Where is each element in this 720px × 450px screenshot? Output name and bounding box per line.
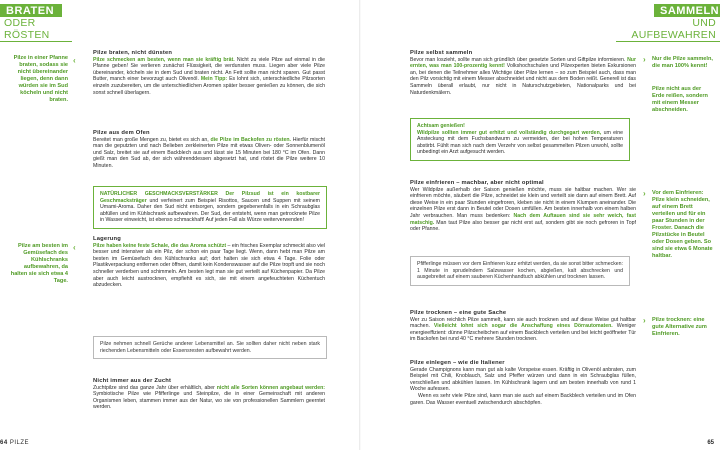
chevron-right-icon: › (643, 55, 646, 64)
paragraph: Wer zu Saison reichlich Pilze sammelt, kann sie auch trocknen und auf diese Weise gut haltbar machen. Vielleicht lohnt sich sogar die Anschaffung eines Dörrautomaten. Weniger energieeffizient: dünne Pilzscheibchen auf einem Backblech verteilen und bei leicht geöffneter Tür im Backofen bei rund 40 °C mehrere Stunden trocknen. (410, 316, 636, 343)
paragraph: Bereitet man große Mengen zu, bietet es sich an, die Pilze im Backofen zu rösten. Hierfür mischt man die geputzten und nach Belieben zerkleinerten Pilze mit etwas Oliven- oder Sonnenblumenöl und Salz, breitet sie auf einem Backblech aus und lässt sie 15 Minuten bei 180 °C im Ofen. Dann gießt man den Sud ab, der sich währenddessen abgesetzt hat, und röstet die Pilze weitere 10 Minuten. (93, 136, 325, 169)
margin-note-lagerung: Pilze am besten im Gemüsefach des Kühlschranks aufbewahren, da halten sie sich etwa 4 Tage. (10, 243, 68, 284)
section-heading: Pilze braten, nicht dünsten (93, 50, 173, 56)
page-number: 65 (707, 440, 714, 446)
section-tab-title: SAMMELN (654, 4, 720, 17)
paragraph: Bevor man loszieht, sollte man sich gründlich über gesetzte Sorten und Giftpilze informieren. Nur ernten, was man 100-prozentig kennt! Volkshochschulen und Pilzexperten bieten Exkursionen an, bei denen die Teilnehmer alles Wichtige über Pilze lernen – so zum Beispiel auch, dass man den Pilz vorsichtig mit einem Messer abschneidet und nicht aus dem Boden reißt. Generell ist das Sammeln überall erlaubt, nur nicht in Naturschutzgebieten, Nationalparks und bei Naturdenkmälern. (410, 56, 636, 96)
footer-label: PILZE (9, 440, 30, 446)
info-box-pfifferlinge: Pfifferlinge müssen vor dem Einfrieren kurz erhitzt werden, da sie sonst bitter schmecken: 1 Minute in sprudelndem Salzwasser kochen, abgießen, kalt abschrecken und ausgebreitet auf einem sauberen Küchenhandtuch abkühlen und trocknen lassen. (410, 256, 630, 286)
section-zucht (93, 378, 325, 411)
section-tab-title: BRATEN (0, 4, 62, 17)
margin-note-trocknen: Pilze trocknen: eine gute Alternative zum Einfrieren. (652, 317, 707, 337)
chevron-left-icon: ‹ (73, 243, 76, 252)
right-page (360, 0, 720, 450)
section-lagerung (93, 236, 325, 289)
section-heading: Pilze aus dem Ofen (93, 130, 150, 136)
paragraph: Gerade Champignons kann man gut als kalte Vorspeise essen. Kräftig in Olivenöl anbraten, zum Beispiel mit Chili, Knoblauch, Salz und Pfeffer würzen und dann in ein Schraubglas füllen, verschließen und abkühlen lassen. Im Kühlschrank lagern und am besten innerhalb von rund 1 Woche aufessen. (410, 366, 636, 393)
margin-note-einfrieren: Vor dem Einfrieren: Pilze klein schneiden, auf einem Brett verteilen und für ein paar Stunden in der Froster. Danach die Pilzstücke in Beutel oder Dosen geben. So sind sie etwa 6 Monate haltbar. (652, 190, 713, 259)
margin-note-abschneiden: Pilze nicht aus der Erde reißen, sondern mit einem Messer abschneiden. (652, 86, 708, 113)
section-tab-subtitle: UND AUFBEWAHREN (616, 17, 720, 42)
paragraph: Pilze haben keine feste Schale, die das Aroma schützt – ein frisches Exemplar schmeckt also viel besser und intensiver als ein Pilz, der schon ein paar Tage liegt. Wenn, dann hebt man Pilze am besten im Gemüsefach des Kühlschranks auf; dort halten sie sich etwa 4 Tage. Folie oder Plastikverpackung entfernen oder öffnen, damit kein Kondenswasser auf die Pilze tropft und sie noch schneller verderben und schimmeln. Am besten legt man sie gut verteilt auf Küchenpapier. Da Pilze aber auch leicht austrocknen, empfiehlt es sich, sie mit einem angefeuchteten Küchentuch abzudecken. (93, 242, 325, 289)
paragraph: Zuchtpilze sind das ganze Jahr über erhältlich, aber nicht alle Sorten können angebaut werden: Symbiotische Pilze wie Pfifferlinge und Steinpilze, die in einer Gemeinschaft mit anderen Organismen leben, stammen immer aus der Natur, wo sie von professionellen Sammlern geerntet werden. (93, 384, 325, 411)
section-trocknen (410, 310, 636, 343)
section-heading: Lagerung (93, 236, 122, 242)
section-ofen (93, 130, 325, 170)
chevron-right-icon: › (643, 189, 646, 198)
page-number: 64 (0, 440, 8, 446)
chevron-left-icon: ‹ (73, 56, 76, 65)
margin-note-braten: Pilze in einer Pfanne braten, sodass sie nicht übereinander liegen, denn dann würden sie im Sud köcheln und nicht braten. (13, 55, 68, 103)
section-heading: Pilze einfrieren – machbar, aber nicht optimal (410, 180, 544, 186)
info-box-gerueche: Pilze nehmen schnell Gerüche anderer Lebensmittel an. Sie sollten daher nicht neben stark riechenden Lebensmitteln oder Essensresten aufbewahrt werden. (93, 336, 327, 359)
info-box-geschmack: NATÜRLICHER GESCHMACKSVERSTÄRKER Der Pilzsud ist ein kostbarer Geschmacksträger und verfeinert zum Beispiel Risottos, Saucen und Suppen mit seinem Umami-Aroma. Daher den Sud nicht entsorgen, sondern gegebenenfalls in ein Schraubglas abfüllen und im Kühlschrank aufbewahren. Der Sud, der entsteht, wenn man getrocknete Pilze in Wasser einweicht, ist ebenso schmackhaft! Auf jeden Fall als Würze weiterverwenden! (93, 186, 327, 229)
info-box-achtsam: Achtsam genießen! Wildpilze sollten immer gut erhitzt und vollständig durchgegart werden, um eine Ansteckung mit dem Fuchsbandwurm zu vermeiden, der bei hohen Temperaturen abstirbt. Fühlt man sich nach dem Verzehr von selbst gesammelten Pilzen unwohl, sollte unbedingt ein Arzt aufgesucht werden. (410, 118, 630, 161)
section-einfrieren (410, 180, 636, 233)
section-einlegen (410, 360, 636, 406)
section-braten (93, 50, 325, 96)
section-heading: Pilze selbst sammeln (410, 50, 473, 56)
section-tab-subtitle: ODER RÖSTEN (0, 17, 72, 42)
margin-note-sammeln: Nur die Pilze sammeln, die man 100% kennt! (652, 56, 713, 69)
section-heading: Pilze einlegen – wie die Italiener (410, 360, 505, 366)
paragraph: Pilze schmecken am besten, wenn man sie kräftig brät. Nicht zu viele Pilze auf einmal in die Pfanne geben! Sie verlieren zunächst Flüssigkeit, die verdunsten muss. Liegen aber viele Pilze übereinander, köcheln sie in dem Sud und braten nicht. An Fett sollte man nicht sparen. Gut passt Butter, manch einer bevorzugt auch Olivenöl. Mein Tipp: Es lohnt sich, unterschiedliche Pilzsorten einzeln zuzubereiten, um die unterschiedlichen Aromen später besser genießen zu können, die sich sonst schnell überlagern. (93, 56, 325, 96)
section-heading: Nicht immer aus der Zucht (93, 378, 172, 384)
paragraph: Wer Wildpilze außerhalb der Saison genießen möchte, muss sie haltbar machen. Wer sie einfrieren möchte, säubert die Pilze, schneidet sie klein und verteilt sie dann auf einem Brett. Auf diese Weise in ein paar Stunden eingefroren, kleben sie nicht in einem Klumpen aneinander. Die einzelnen Pilze erst dann in Beutel oder Dosen umfüllen. Am besten innerhalb von einem halben Jahr verbrauchen. Man muss bedenken: Nach dem Auftauen sind sie sehr weich, fast matschig. Man taut Pilze also besser gar nicht erst auf, sondern gibt sie noch gefroren in Topf oder Pfanne. (410, 186, 636, 233)
chevron-right-icon: › (643, 316, 646, 325)
section-heading: Pilze trocknen – eine gute Sache (410, 310, 507, 316)
paragraph: Wenn es sehr viele Pilze sind, kann man sie auch auf einem Backblech verteilen und im Ofen garen. Das Wasser eventuell zwischendurch abschöpfen. (410, 392, 636, 406)
section-sammeln (410, 50, 636, 96)
page-footer (0, 440, 29, 446)
